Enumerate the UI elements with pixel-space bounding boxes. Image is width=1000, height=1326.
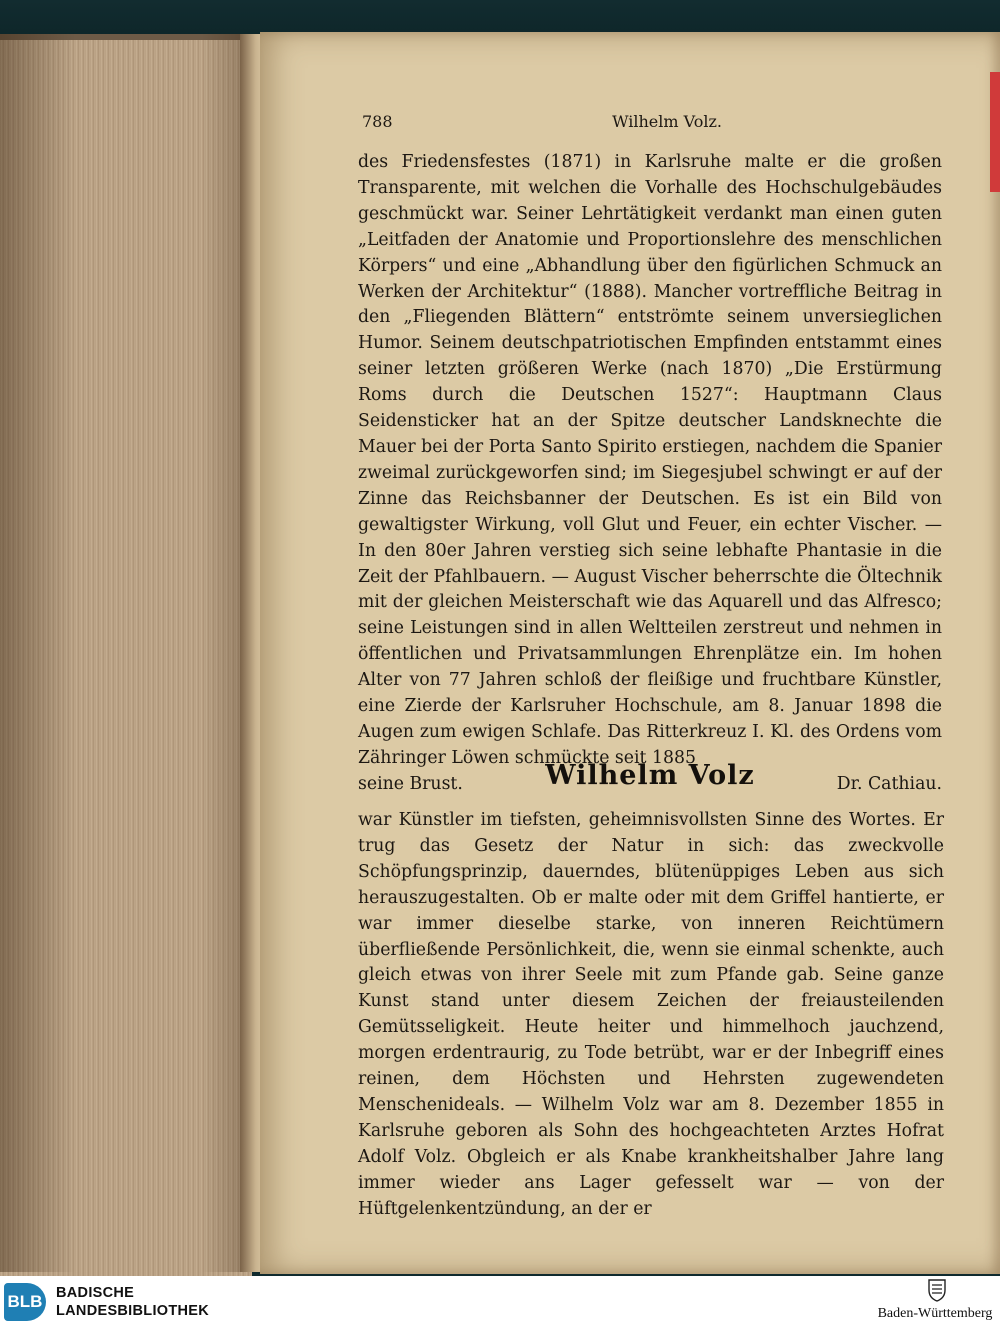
- page-marker-tab: [990, 72, 1000, 192]
- region-label[interactable]: Baden-Württemberg: [877, 1306, 993, 1321]
- blb-logo[interactable]: [4, 1283, 46, 1321]
- page-number: 788: [362, 112, 393, 131]
- library-name-line2: LANDESBIBLIOTHEK: [56, 1303, 210, 1319]
- closing-words: seine Brust.: [358, 773, 463, 794]
- book-edge-shadow: [0, 34, 252, 1272]
- author-signature: Dr. Cathiau.: [836, 773, 942, 794]
- paragraph: war Künstler im tiefsten, geheimnisvollsten Sinne des Wortes. Er trug das Gesetz der Natur in sich: das zweckvolle Schöpfungsprinzip, dauerndes, blütenüppiges Leben aus sich herauszugestalten. Ob er malte oder mit dem Griffel hantierte, er war immer dieselbe starke, von inneren Reichtümern überfließende Persönlichkeit, die, wenn sie einmal schenkte, auch gleich etwas von ihrer Seele mit zum Pfande gab. Seine ganze Kunst stand unter diesem Zeichen der freiausteilenden Gemütsseligkeit. Heute heiter und himmelhoch jauchzend, morgen erdentraurig, zu Tode betrübt, war er der Inbegriff eines reinen, dem Höchsten und Hehrsten zugewendeten Menschenideals. — Wilhelm Volz war am 8. Dezember 1855 in Karlsruhe geboren als Sohn des hochgeachteten Arztes Hofrat Adolf Volz. Obgleich er als Knabe krankheitshalber Jahre lang immer wieder ans Lager gefesselt war — von der Hüftgelenkentzündung, an der er: [358, 810, 944, 1219]
- previous-article-text: [358, 150, 942, 798]
- article-heading: Wilhelm Volz: [545, 760, 755, 791]
- paragraph: des Friedensfestes (1871) in Karlsruhe malte er die großen Transparente, mit welchen die Vorhalle des Hochschulgebäudes geschmückt war. Seiner Lehrtätigkeit verdankt man einen guten „Leitfaden der Anatomie und Proportionslehre des menschlichen Körpers“ und eine „Abhandlung über den figürlichen Schmuck an Werken der Architektur“ (1888). Mancher vortreffliche Beitrag in den „Fliegenden Blättern“ entströmte seinem unversieglichen Humor. Seinem deutschpatriotischen Empfinden entstammt eines seiner letzten größeren Werke (nach 1870) „Die Erstürmung Roms durch die Deutschen 1527“: Hauptmann Claus Seidensticker hat an der Spitze deutscher Landsknechte die Mauer bei der Porta Santo Spirito erstiegen, nachdem die Spanier zweimal zurückgeworfen sind; im Siegesjubel schwingt er auf der Zinne das Reichsbanner der Deutschen. Es ist ein Bild von gewaltigster Wirkung, voll Glut und Feuer, ein echter Vischer. — In den 80er Jahren verstieg sich seine lebhafte Phantasie in die Zeit der Pfahlbauern. — August Vischer beherrschte die Öltechnik mit der gleichen Meisterschaft wie das Aquarell und das Alfresco; seine Leistungen sind in allen Weltteilen zerstreut und nehmen in öffentlichen und Privatsammlungen Ehrenplätze ein. Im hohen Alter von 77 Jahren schloß der fleißige und fruchtbare Künstler, eine Zierde der Karlsruher Hochschule, am 8. Januar 1898 die Augen zum ewigen Schlafe. Das Ritterkreuz I. Kl. des Ordens vom Zähringer Löwen schmückte seit 1885: [358, 152, 942, 768]
- running-title: Wilhelm Volz.: [612, 112, 722, 131]
- running-head: [362, 112, 722, 138]
- library-name-line1: BADISCHE: [56, 1285, 135, 1301]
- coat-of-arms-icon: [926, 1278, 948, 1302]
- library-name[interactable]: [56, 1284, 256, 1320]
- article-text: [358, 808, 944, 1223]
- logo-text: BLB: [7, 1292, 43, 1311]
